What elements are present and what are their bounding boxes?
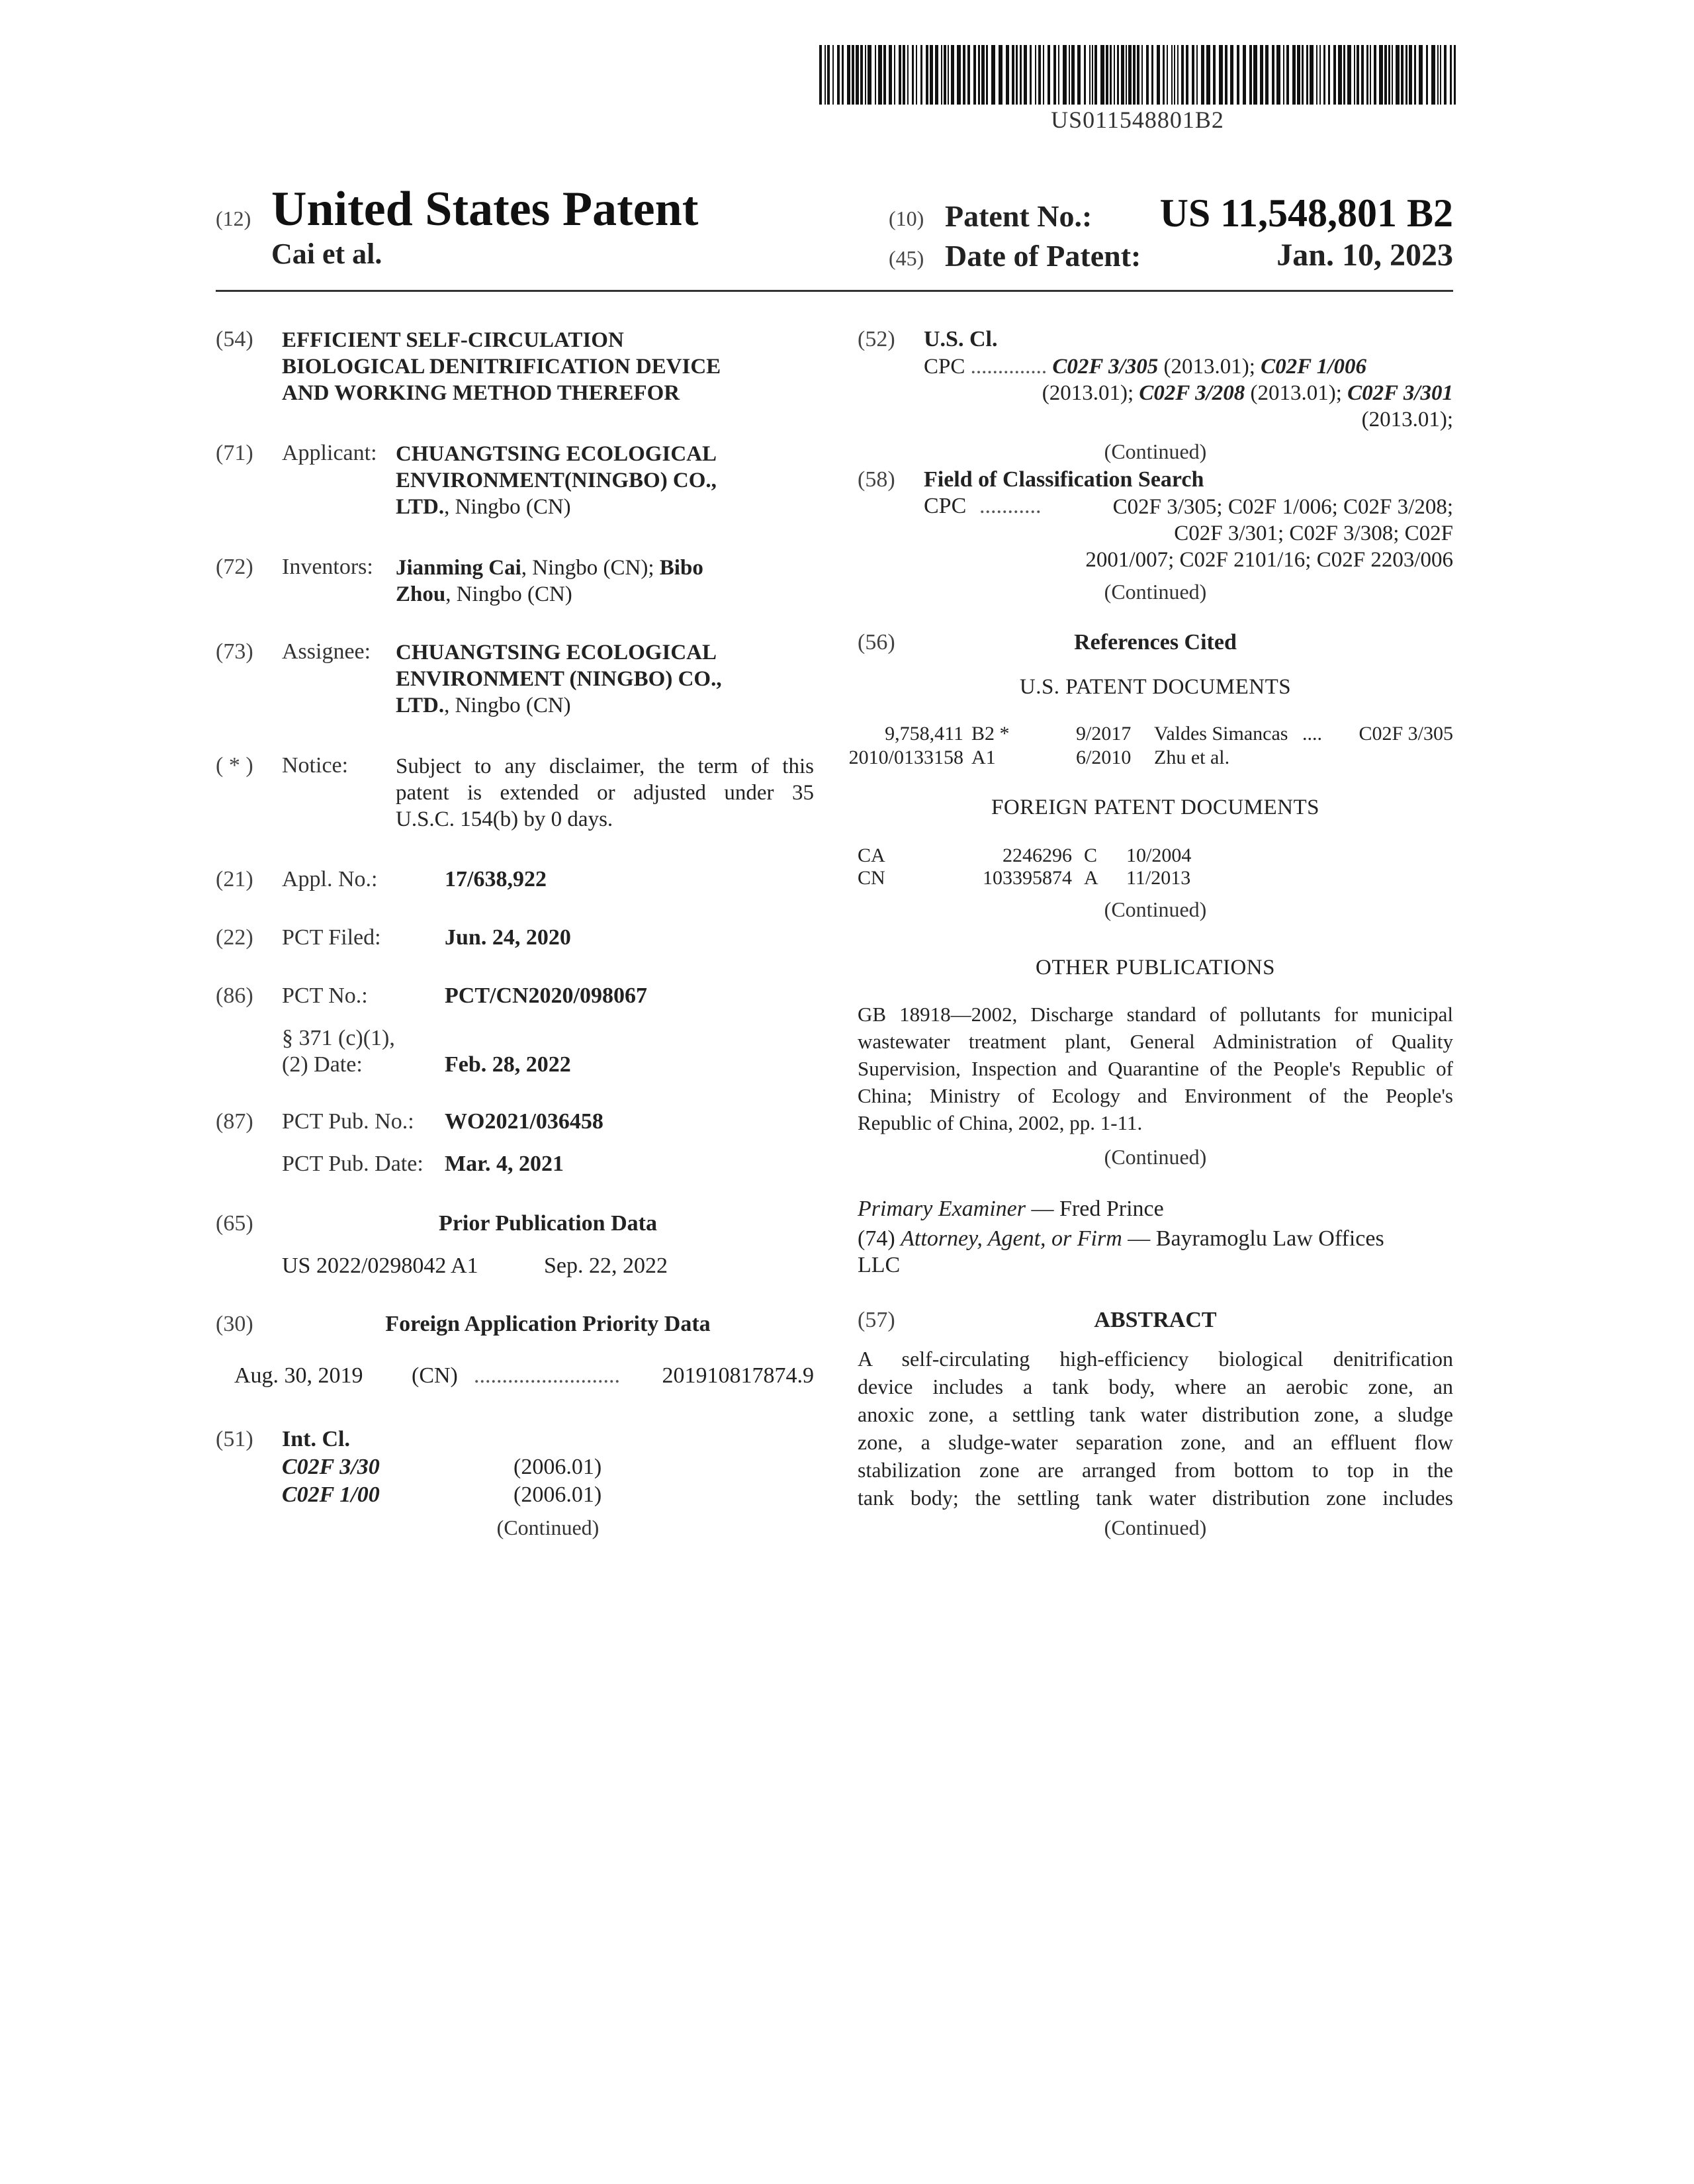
attorney-label: Attorney, Agent, or Firm xyxy=(901,1226,1122,1251)
pct-pub-no-value: WO2021/036458 xyxy=(445,1109,603,1134)
header-code-45: (45) xyxy=(889,246,924,270)
prior-publication-title: Prior Publication Data xyxy=(439,1211,657,1236)
barcode-bar xyxy=(1213,45,1216,105)
barcode-bar xyxy=(1186,45,1188,105)
publication-line: wastewater treatment plant, General Administration of Quality xyxy=(858,1030,1453,1053)
barcode-bar xyxy=(1100,45,1104,105)
field-code-56: (56) xyxy=(858,630,895,655)
barcode-bar xyxy=(1016,45,1018,105)
barcode-bar xyxy=(1414,45,1416,105)
barcode-bar xyxy=(1077,45,1081,105)
field-code-87: (87) xyxy=(216,1109,253,1134)
abstract-line: A self-circulating high-efficiency biological denitrification xyxy=(858,1347,1453,1371)
barcode-bar xyxy=(999,45,1003,105)
field-code-71: (71) xyxy=(216,441,253,465)
barcode-bar xyxy=(860,45,863,105)
barcode-bar xyxy=(941,45,942,105)
barcode-bar xyxy=(1163,45,1165,105)
us-doc-date: 6/2010 xyxy=(1076,747,1132,768)
us-cl-title: U.S. Cl. xyxy=(924,327,998,351)
attorney xyxy=(858,1226,1453,1279)
field-code-22: (22) xyxy=(216,925,253,950)
prior-publication-date: Sep. 22, 2022 xyxy=(544,1253,668,1278)
barcode-bar xyxy=(1177,45,1179,105)
field-code-54: (54) xyxy=(216,327,253,351)
cpc-class: C02F 3/208 xyxy=(1139,381,1245,405)
barcode-bar xyxy=(1333,45,1336,105)
assignee-line: LTD. xyxy=(396,694,445,717)
barcode-bar xyxy=(1276,45,1280,105)
barcode-bar xyxy=(944,45,946,105)
us-doc-number: 2010/0133158 xyxy=(848,747,963,768)
barcode-bar xyxy=(1347,45,1351,105)
section-371-label: § 371 (c)(1), xyxy=(282,1026,395,1050)
barcode-bar xyxy=(967,45,970,105)
barcode-bar xyxy=(920,45,922,105)
appl-no-label: Appl. No.: xyxy=(282,867,378,891)
barcode-bar xyxy=(868,45,871,105)
foreign-priority-country: (CN) xyxy=(412,1363,458,1388)
barcode-bar xyxy=(1071,45,1075,105)
pct-371-date-label: (2) Date: xyxy=(282,1052,363,1077)
barcode-bar xyxy=(1426,45,1428,105)
abstract-line: zone, a sludge-water separation zone, and an effluent flow xyxy=(858,1430,1453,1454)
barcode-bar xyxy=(1286,45,1289,105)
search-class-line: C02F 3/305; C02F 1/006; C02F 3/208; xyxy=(1112,495,1453,519)
attorney-name: Bayramoglu Law Offices xyxy=(1155,1226,1384,1251)
pct-no-label: PCT No.: xyxy=(282,983,368,1008)
barcode-bar xyxy=(865,45,866,105)
assignee-value xyxy=(396,639,722,719)
assignee-line: ENVIRONMENT (NINGBO) CO., xyxy=(396,667,722,691)
cpc-class: C02F 1/006 xyxy=(1261,355,1366,379)
barcode-bar xyxy=(1230,45,1233,105)
barcode-bar xyxy=(1283,45,1284,105)
int-cl-class: C02F 3/30 xyxy=(282,1455,380,1479)
header-divider xyxy=(216,290,1453,292)
search-class-line: C02F 3/301; C02F 3/308; C02F xyxy=(1174,522,1453,545)
us-doc-class: C02F 3/305 xyxy=(1359,723,1453,745)
field-code-21: (21) xyxy=(216,867,253,891)
pct-pub-no-label: PCT Pub. No.: xyxy=(282,1109,414,1134)
field-code-57: (57) xyxy=(858,1308,895,1332)
barcode-bar xyxy=(899,45,901,105)
barcode-bar xyxy=(978,45,980,105)
barcode-bar xyxy=(1292,45,1296,105)
us-doc-date: 9/2017 xyxy=(1076,723,1132,745)
barcode-bar xyxy=(907,45,909,105)
applicant-line: ENVIRONMENT(NINGBO) CO., xyxy=(396,469,717,492)
field-code-65: (65) xyxy=(216,1211,253,1236)
barcode-bar xyxy=(878,45,882,105)
field-code-51: (51) xyxy=(216,1427,253,1451)
barcode-bar xyxy=(1141,45,1143,105)
us-cl-cpc xyxy=(924,353,1453,433)
barcode-bar xyxy=(912,45,914,105)
inventors-label: Inventors: xyxy=(282,555,373,579)
barcode-bar xyxy=(1419,45,1423,105)
barcode-bar xyxy=(1106,45,1108,105)
notice-line: Subject to any disclaimer, the term of this xyxy=(396,754,814,778)
foreign-doc-country: CA xyxy=(858,844,885,866)
barcode-bar xyxy=(963,45,965,105)
cpc-version: (2013.01); xyxy=(1361,408,1453,432)
barcode-bar xyxy=(1084,45,1086,105)
barcode-bar xyxy=(1174,45,1175,105)
foreign-doc-country: CN xyxy=(858,867,885,889)
foreign-doc-row xyxy=(858,867,1453,891)
barcode-bar xyxy=(1089,45,1091,105)
cpc-version: (2013.01); xyxy=(1245,381,1348,405)
field-code-72: (72) xyxy=(216,555,253,579)
foreign-doc-date: 10/2004 xyxy=(1126,844,1192,866)
foreign-patent-documents-title: FOREIGN PATENT DOCUMENTS xyxy=(991,796,1320,819)
applicant-value xyxy=(396,441,717,520)
foreign-doc-kind: C xyxy=(1084,844,1098,866)
barcode-bar xyxy=(1249,45,1252,105)
field-of-search-classes xyxy=(1085,494,1453,573)
barcode-bar xyxy=(1454,45,1456,105)
invention-title xyxy=(282,327,721,406)
inventor-short: Cai et al. xyxy=(271,238,382,270)
title-line: EFFICIENT SELF-CIRCULATION xyxy=(282,328,624,352)
barcode-bar xyxy=(1114,45,1115,105)
barcode-bar xyxy=(1396,45,1400,105)
barcode-bar xyxy=(1431,45,1435,105)
date-of-patent: Jan. 10, 2023 xyxy=(1276,238,1453,273)
us-doc-name: Zhu et al. xyxy=(1154,747,1230,768)
barcode-bar xyxy=(916,45,917,105)
int-cl-class: C02F 1/00 xyxy=(282,1482,380,1507)
barcode-bar xyxy=(1126,45,1127,105)
barcode-bar xyxy=(1260,45,1263,105)
attorney-code: (74) xyxy=(858,1226,895,1251)
barcode-bar xyxy=(837,45,840,105)
int-cl-version: (2006.01) xyxy=(513,1455,602,1479)
inventor-location: , Ningbo (CN); xyxy=(521,556,660,580)
barcode-bar xyxy=(1069,45,1070,105)
barcode-bar xyxy=(1297,45,1300,105)
abstract-title: ABSTRACT xyxy=(1094,1308,1217,1332)
other-publications-continued: (Continued) xyxy=(1104,1145,1207,1169)
barcode-bar xyxy=(1048,45,1050,105)
barcode-bar xyxy=(1110,45,1112,105)
header-code-10: (10) xyxy=(889,206,924,230)
pct-371-date-value: Feb. 28, 2022 xyxy=(445,1052,571,1077)
barcode-bar xyxy=(819,45,822,105)
barcode-bar xyxy=(1265,45,1269,105)
abstract-line: anoxic zone, a settling tank water distribution zone, a sludge xyxy=(858,1402,1453,1426)
barcode-bar xyxy=(957,45,961,105)
barcode-bar xyxy=(1343,45,1345,105)
barcode-bar xyxy=(1437,45,1439,105)
barcode-bar xyxy=(1357,45,1359,105)
us-doc-kind: A1 xyxy=(971,747,996,768)
examiner-dash: — xyxy=(1026,1197,1060,1221)
foreign-doc-number: 2246296 xyxy=(1003,844,1072,866)
foreign-doc-kind: A xyxy=(1084,867,1098,889)
applicant-location: , Ningbo (CN) xyxy=(444,495,571,519)
barcode-bar xyxy=(1121,45,1124,105)
barcode-bar xyxy=(1366,45,1368,105)
attorney-dash: — xyxy=(1122,1226,1156,1251)
barcode-bar xyxy=(1253,45,1257,105)
barcode-bar xyxy=(894,45,895,105)
barcode-bar xyxy=(1444,45,1447,105)
barcode-bar xyxy=(875,45,876,105)
foreign-doc-row xyxy=(858,844,1453,868)
other-publications-text xyxy=(858,1001,1453,1136)
barcode-bar xyxy=(1020,45,1022,105)
barcode-bar xyxy=(1171,45,1173,105)
barcode-bar xyxy=(1006,45,1009,105)
examiner-label: Primary Examiner xyxy=(858,1197,1026,1221)
field-code-30: (30) xyxy=(216,1312,253,1336)
us-doc-kind: B2 * xyxy=(971,723,1010,745)
us-doc-leader: .... xyxy=(1302,723,1322,745)
barcode-bar xyxy=(1024,45,1027,105)
pct-filed-value: Jun. 24, 2020 xyxy=(445,925,571,950)
barcode-bar xyxy=(1206,45,1210,105)
barcode-bar xyxy=(1450,45,1452,105)
inventors-value xyxy=(396,555,703,608)
int-cl-continued: (Continued) xyxy=(496,1516,600,1539)
assignee-label: Assignee: xyxy=(282,639,371,664)
patent-no-label: Patent No.: xyxy=(945,199,1092,233)
cpc-version: (2013.01); xyxy=(1042,381,1139,405)
pct-pub-date-value: Mar. 4, 2021 xyxy=(445,1152,564,1176)
cpc-label: CPC xyxy=(924,355,965,379)
barcode-bar xyxy=(832,45,834,105)
title-line: BIOLOGICAL DENITRIFICATION DEVICE xyxy=(282,355,721,379)
publication-line: Republic of China, 2002, pp. 1-11. xyxy=(858,1111,1143,1134)
barcode-bar xyxy=(1043,45,1044,105)
barcode-bar xyxy=(1440,45,1441,105)
cpc-class: C02F 3/305 xyxy=(1052,355,1159,379)
barcode-bar xyxy=(847,45,850,105)
barcode-bar xyxy=(1302,45,1304,105)
barcode-bar xyxy=(1379,45,1383,105)
publication-line: GB 18918—2002, Discharge standard of pollutants for municipal xyxy=(858,1003,1453,1026)
barcode-bar xyxy=(1405,45,1407,105)
barcode-bar xyxy=(1012,45,1014,105)
us-doc-name: Valdes Simancas xyxy=(1154,723,1288,745)
barcode-bar xyxy=(1167,45,1168,105)
abstract-line: device includes a tank body, where an aerobic zone, an xyxy=(858,1375,1453,1398)
barcode-bar xyxy=(991,45,995,105)
applicant-label: Applicant: xyxy=(282,441,377,465)
abstract-line: stabilization zone are arranged from bottom to top in the xyxy=(858,1458,1453,1482)
barcode-bar xyxy=(827,45,830,105)
inventor-name: Jianming Cai xyxy=(396,556,521,580)
field-code-58: (58) xyxy=(858,467,895,492)
barcode-number: US011548801B2 xyxy=(1051,107,1224,133)
barcode-bar xyxy=(1361,45,1364,105)
barcode-bar xyxy=(903,45,905,105)
applicant-line: CHUANGTSING ECOLOGICAL xyxy=(396,442,717,466)
pct-no-value: PCT/CN2020/098067 xyxy=(445,983,647,1008)
barcode-bar xyxy=(1225,45,1227,105)
inventor-name: Bibo xyxy=(659,556,703,580)
barcode-graphic xyxy=(819,45,1456,105)
barcode-bar xyxy=(935,45,938,105)
field-of-search-title: Field of Classification Search xyxy=(924,467,1204,492)
barcode-bar xyxy=(1243,45,1246,105)
int-cl-title: Int. Cl. xyxy=(282,1427,350,1451)
barcode-bar xyxy=(930,45,933,105)
header-code-12: (12) xyxy=(216,206,251,230)
other-publications-title: OTHER PUBLICATIONS xyxy=(1036,956,1275,979)
us-patent-documents-title: U.S. PATENT DOCUMENTS xyxy=(1019,675,1292,699)
barcode-bar xyxy=(1063,45,1067,105)
barcode-bar xyxy=(1181,45,1184,105)
barcode-bar xyxy=(1030,45,1032,105)
barcode-bar xyxy=(981,45,985,105)
barcode-bar xyxy=(948,45,949,105)
barcode-bar xyxy=(1370,45,1371,105)
barcode-bar xyxy=(1058,45,1059,105)
field-of-search-leader: ........... xyxy=(979,494,1042,518)
barcode-bar xyxy=(1237,45,1239,105)
barcode-bar xyxy=(973,45,976,105)
notice-text xyxy=(396,753,814,833)
barcode-bar xyxy=(1316,45,1317,105)
primary-examiner xyxy=(858,1197,1164,1222)
barcode-bar xyxy=(1133,45,1136,105)
publication-line: Supervision, Inspection and Quarantine of the People's Republic of xyxy=(858,1057,1453,1080)
publication-line: China; Ministry of Ecology and Environment of the People's xyxy=(858,1084,1453,1107)
notice-label: Notice: xyxy=(282,753,349,778)
foreign-priority-leader: .......................... xyxy=(474,1363,620,1388)
field-code-86: (86) xyxy=(216,983,253,1008)
us-doc-row xyxy=(848,747,1453,770)
barcode-bar xyxy=(1409,45,1412,105)
barcode-bar xyxy=(1035,45,1036,105)
barcode-bar xyxy=(926,45,928,105)
barcode-bar xyxy=(1196,45,1198,105)
barcode-bar xyxy=(951,45,954,105)
abstract-text xyxy=(858,1345,1453,1512)
barcode-bar xyxy=(1310,45,1314,105)
assignee-location: , Ningbo (CN) xyxy=(444,694,571,717)
barcode-bar xyxy=(842,45,844,105)
attorney-name-cont: LLC xyxy=(858,1253,901,1277)
barcode-bar xyxy=(1328,45,1330,105)
barcode-bar xyxy=(1157,45,1160,105)
barcode xyxy=(819,45,1456,105)
inventor-name: Zhou xyxy=(396,582,446,606)
field-code-73: (73) xyxy=(216,639,253,664)
cpc-leader: .............. xyxy=(970,355,1048,379)
appl-no-value: 17/638,922 xyxy=(445,867,547,891)
field-code-notice: ( * ) xyxy=(216,753,253,778)
barcode-bar xyxy=(1146,45,1149,105)
prior-publication-number: US 2022/0298042 A1 xyxy=(282,1253,478,1278)
cpc-class: C02F 3/301 xyxy=(1347,381,1453,405)
field-code-52: (52) xyxy=(858,327,895,351)
pct-filed-label: PCT Filed: xyxy=(282,925,381,950)
barcode-bar xyxy=(1192,45,1194,105)
us-doc-row xyxy=(858,723,1453,747)
barcode-bar xyxy=(1053,45,1056,105)
examiner-name: Fred Prince xyxy=(1059,1197,1164,1221)
barcode-bar xyxy=(1201,45,1204,105)
references-continued: (Continued) xyxy=(1104,897,1207,921)
barcode-bar xyxy=(1219,45,1223,105)
barcode-bar xyxy=(986,45,988,105)
notice-line: patent is extended or adjusted under 35 xyxy=(396,781,814,805)
patent-no: US 11,548,801 B2 xyxy=(1159,191,1453,235)
foreign-priority-number: 201910817874.9 xyxy=(662,1363,814,1388)
inventor-location: , Ningbo (CN) xyxy=(445,582,572,606)
assignee-line: CHUANGTSING ECOLOGICAL xyxy=(396,641,717,664)
barcode-bar xyxy=(1388,45,1390,105)
search-class-line: 2001/007; C02F 2101/16; C02F 2203/006 xyxy=(1085,548,1453,572)
references-cited-title: References Cited xyxy=(1074,630,1237,655)
barcode-bar xyxy=(1306,45,1308,105)
barcode-bar xyxy=(856,45,859,105)
abstract-continued: (Continued) xyxy=(1104,1516,1207,1539)
abstract-line: tank body; the settling tank water distribution zone includes xyxy=(858,1486,1453,1510)
field-of-search-continued: (Continued) xyxy=(1104,580,1207,604)
us-doc-number: 9,758,411 xyxy=(885,723,963,745)
barcode-bar xyxy=(852,45,854,105)
barcode-bar xyxy=(1319,45,1321,105)
barcode-bar xyxy=(1272,45,1274,105)
barcode-bar xyxy=(1094,45,1097,105)
barcode-bar xyxy=(883,45,886,105)
int-cl-version: (2006.01) xyxy=(513,1482,602,1507)
foreign-priority-title: Foreign Application Priority Data xyxy=(385,1312,711,1336)
barcode-bar xyxy=(1401,45,1404,105)
barcode-bar xyxy=(1374,45,1376,105)
field-of-search-cpc-label: CPC xyxy=(924,494,967,518)
document-title: United States Patent xyxy=(271,182,699,236)
foreign-priority-date: Aug. 30, 2019 xyxy=(234,1363,363,1388)
barcode-bar xyxy=(1038,45,1041,105)
barcode-bar xyxy=(1128,45,1132,105)
title-line: AND WORKING METHOD THEREFOR xyxy=(282,381,680,405)
barcode-bar xyxy=(1323,45,1325,105)
applicant-line: LTD. xyxy=(396,495,445,519)
barcode-bar xyxy=(1384,45,1387,105)
barcode-bar xyxy=(1117,45,1119,105)
barcode-bar xyxy=(1151,45,1153,105)
barcode-bar xyxy=(889,45,892,105)
date-of-patent-label: Date of Patent: xyxy=(945,239,1141,273)
foreign-doc-number: 103395874 xyxy=(983,867,1072,889)
foreign-doc-date: 11/2013 xyxy=(1126,867,1191,889)
barcode-bar xyxy=(1092,45,1093,105)
us-cl-continued: (Continued) xyxy=(1104,439,1207,463)
pct-pub-date-label: PCT Pub. Date: xyxy=(282,1152,424,1176)
barcode-bar xyxy=(825,45,826,105)
barcode-bar xyxy=(1137,45,1139,105)
barcode-bar xyxy=(1392,45,1393,105)
cpc-version: (2013.01); xyxy=(1158,355,1261,379)
barcode-bar xyxy=(1338,45,1342,105)
barcode-bar xyxy=(1354,45,1355,105)
notice-line: U.S.C. 154(b) by 0 days. xyxy=(396,807,613,831)
